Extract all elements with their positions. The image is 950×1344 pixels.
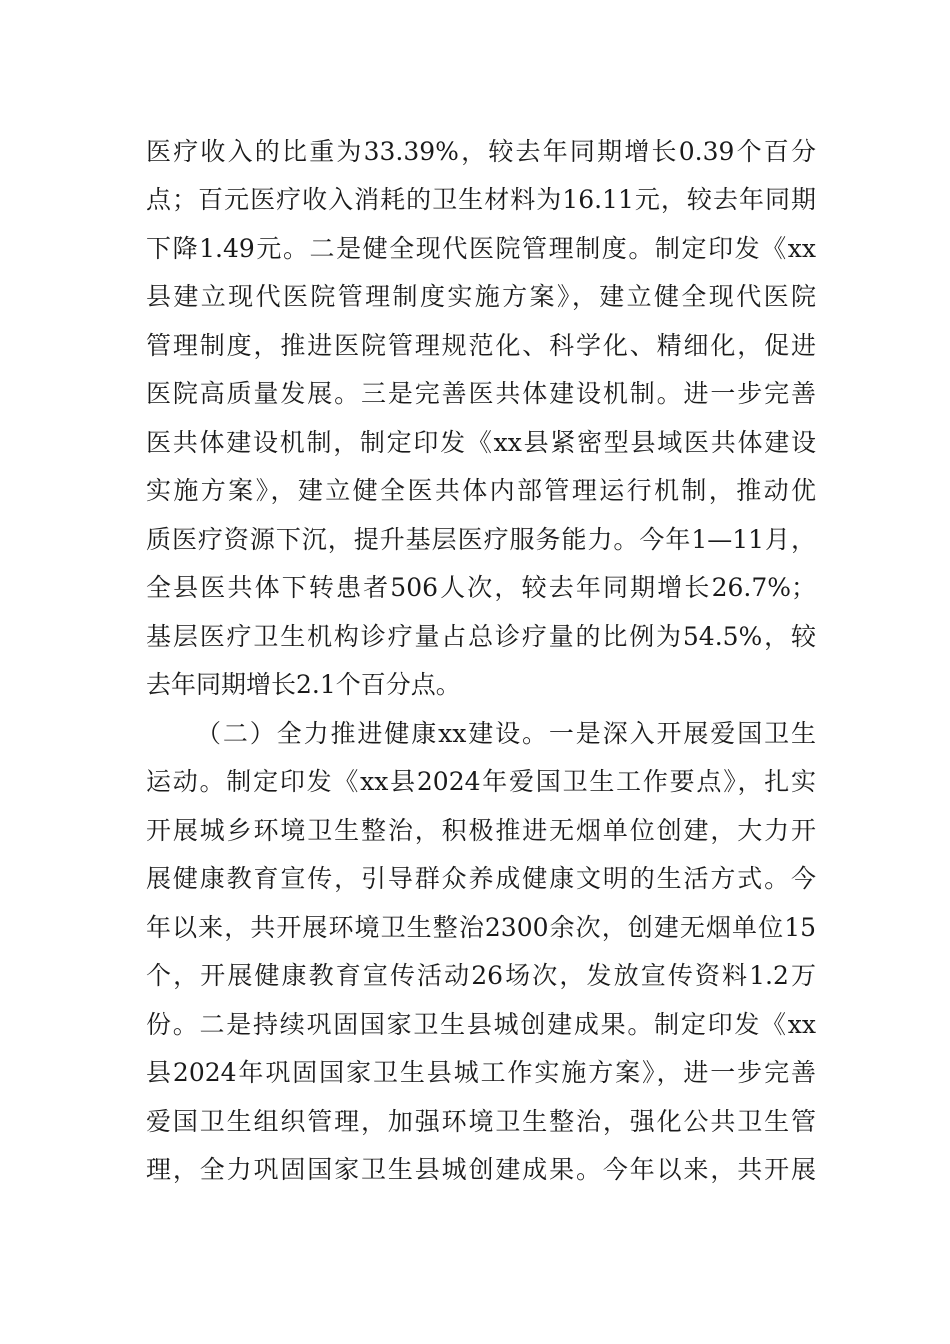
text-line: 理，全力巩固国家卫生县城创建成果。今年以来，共开展 <box>146 1155 816 1184</box>
text-line: 医院高质量发展。三是完善医共体建设机制。进一步完善 <box>146 379 816 408</box>
section-heading-line: （二）全力推进健康xx建设。一是深入开展爱国卫生 <box>196 719 816 748</box>
text-line: 运动。制定印发《xx县2024年爱国卫生工作要点》，扎实 <box>146 767 816 796</box>
text-line: 点；百元医疗收入消耗的卫生材料为16.11元，较去年同期 <box>146 185 816 214</box>
text-line: 质医疗资源下沉，提升基层医疗服务能力。今年1—11月， <box>146 525 816 554</box>
text-line: 实施方案》，建立健全医共体内部管理运行机制，推动优 <box>146 476 816 505</box>
text-line: 年以来，共开展环境卫生整治2300余次，创建无烟单位15 <box>146 913 816 942</box>
text-line: 个，开展健康教育宣传活动26场次，发放宣传资料1.2万 <box>146 961 816 990</box>
text-line: 医共体建设机制，制定印发《xx县紧密型县域医共体建设 <box>146 428 816 457</box>
text-line: 下降1.49元。二是健全现代医院管理制度。制定印发《xx <box>146 234 816 263</box>
text-line: 管理制度，推进医院管理规范化、科学化、精细化，促进 <box>146 331 816 360</box>
text-line: 县2024年巩固国家卫生县城工作实施方案》，进一步完善 <box>146 1058 816 1087</box>
text-line: 开展城乡环境卫生整治，积极推进无烟单位创建，大力开 <box>146 816 816 845</box>
text-line: 份。二是持续巩固国家卫生县城创建成果。制定印发《xx <box>146 1010 816 1039</box>
text-line: 基层医疗卫生机构诊疗量占总诊疗量的比例为54.5%，较 <box>146 622 816 651</box>
text-line: 爱国卫生组织管理，加强环境卫生整治，强化公共卫生管 <box>146 1107 816 1136</box>
text-line: 全县医共体下转患者506人次，较去年同期增长26.7%； <box>146 573 816 602</box>
text-line: 展健康教育宣传，引导群众养成健康文明的生活方式。今 <box>146 864 816 893</box>
text-line: 医疗收入的比重为33.39%，较去年同期增长0.39个百分 <box>146 137 816 166</box>
text-line: 县建立现代医院管理制度实施方案》，建立健全现代医院 <box>146 282 816 311</box>
text-line: 去年同期增长2.1个百分点。 <box>146 670 461 699</box>
